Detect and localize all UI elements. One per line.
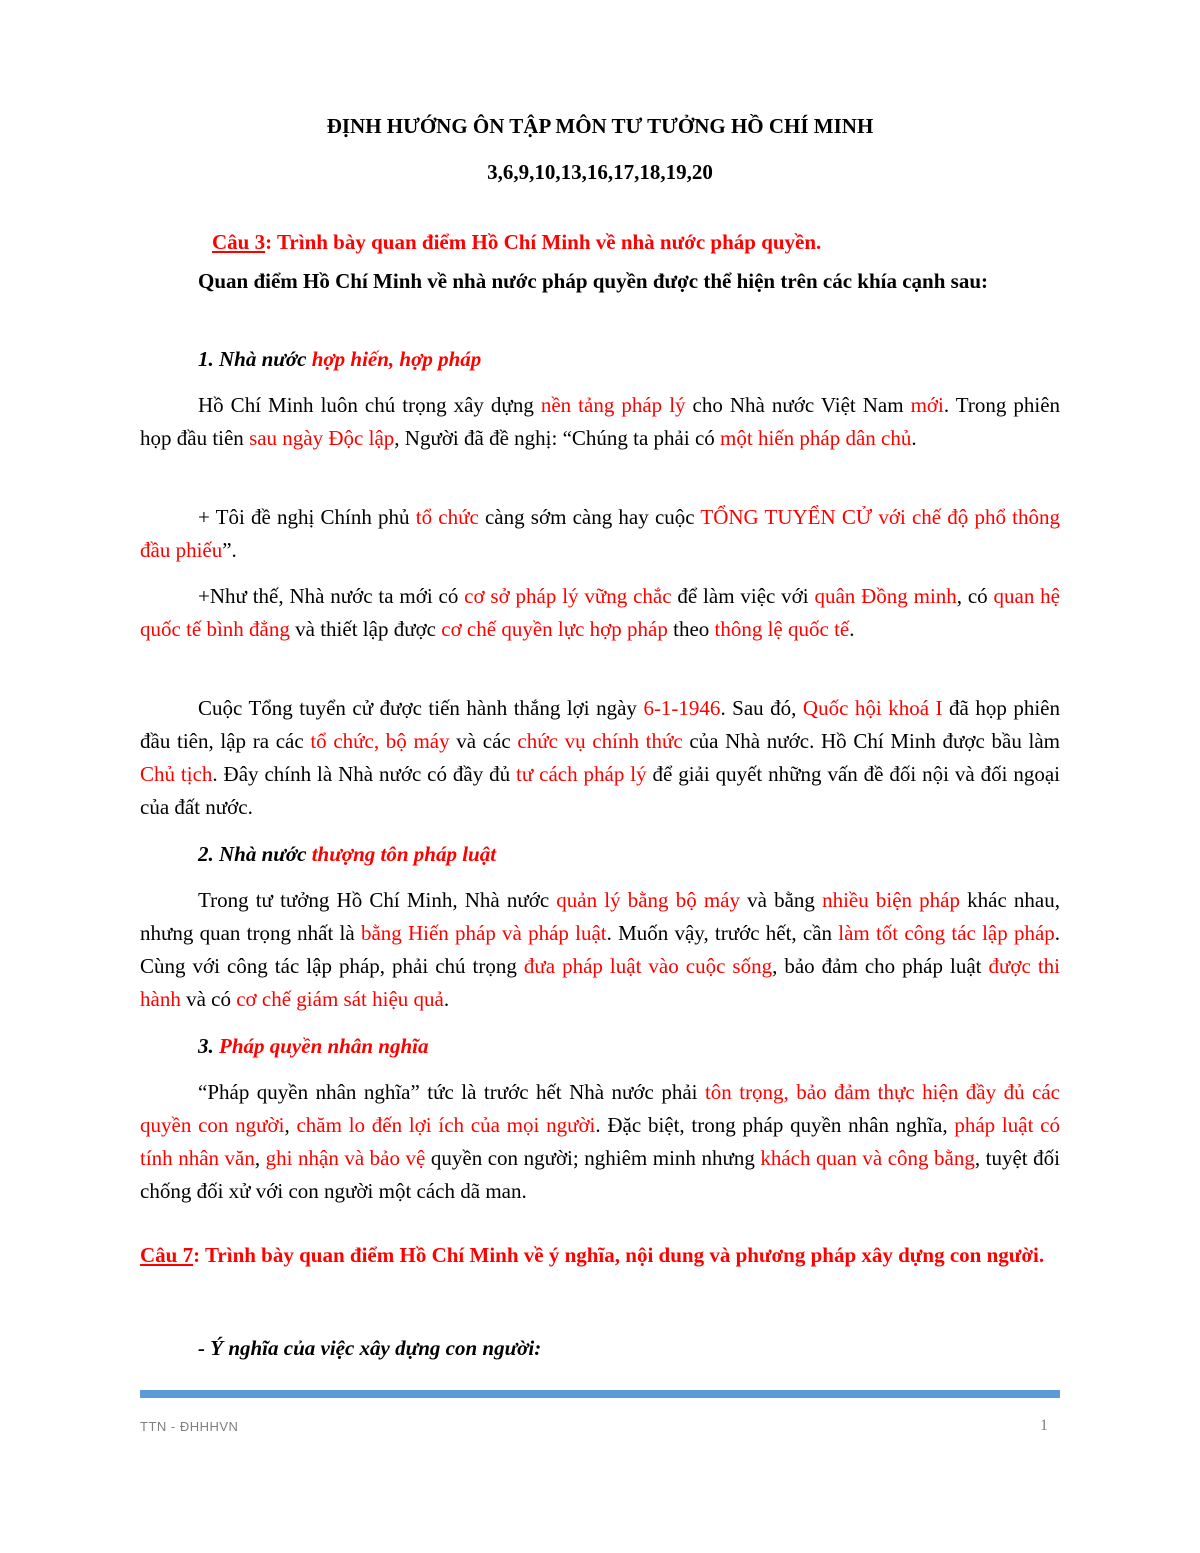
body-text: quyền con người; nghiêm minh nhưng: [425, 1146, 761, 1170]
page-number: 1: [1040, 1417, 1048, 1434]
emphasis-text: một hiến pháp dân chủ: [720, 426, 912, 450]
emphasis-text: quan hệ quốc tế bình đẳng: [140, 584, 1061, 641]
body-text: của Nhà nước. Hồ Chí Minh được bầu làm: [682, 729, 1060, 753]
question-7-title: : Trình bày quan điểm Hồ Chí Minh về ý nghĩa, nội dung và phương pháp xây dựng con người.: [193, 1243, 1045, 1267]
section-3-paragraph-1: [140, 1076, 1060, 1208]
emphasis-text: TỔNG TUYỂN CỬ với chế độ phổ thông đầu phiếu: [140, 505, 1061, 562]
emphasis-text: làm tốt công tác lập pháp: [838, 921, 1055, 945]
section-3-heading-prefix: 3.: [198, 1034, 219, 1058]
section-1-paragraph-4: [140, 692, 1060, 824]
body-text: “Pháp quyền nhân nghĩa” tức là trước hết Nhà nước phải: [198, 1080, 705, 1104]
emphasis-text: được thi hành: [140, 954, 1060, 1011]
emphasis-text: chức vụ chính thức: [517, 729, 683, 753]
emphasis-text: bằng Hiến pháp và pháp luật: [360, 921, 607, 945]
emphasis-text: cơ chế giám sát hiệu quả: [236, 987, 444, 1011]
question-7-subheading: - Ý nghĩa của việc xây dựng con người:: [198, 1336, 542, 1360]
emphasis-text: 6-1-1946: [643, 696, 721, 720]
body-text: và các: [449, 729, 518, 753]
emphasis-text: nền tảng pháp lý: [540, 393, 686, 417]
body-text: ,: [284, 1113, 297, 1137]
body-text: + Tôi đề nghị Chính phủ: [198, 505, 416, 529]
question-3-intro: Quan điểm Hồ Chí Minh về nhà nước pháp quyền được thể hiện trên các khía cạnh sau:: [198, 269, 989, 293]
emphasis-text: chăm lo đến lợi ích của mọi người: [296, 1113, 596, 1137]
emphasis-text: cơ sở pháp lý vững chắc: [464, 584, 672, 608]
section-1-paragraph-2: [140, 501, 1060, 567]
footer-rule: [140, 1390, 1060, 1398]
body-text: . Đặc biệt, trong pháp quyền nhân nghĩa,: [595, 1113, 955, 1137]
emphasis-text: tôn trọng, bảo đảm thực hiện đầy đủ các quyền con người: [140, 1080, 1060, 1137]
emphasis-text: tổ chức, bộ máy: [310, 729, 450, 753]
emphasis-text: quản lý bằng bộ máy: [556, 888, 740, 912]
body-text: . Trong phiên họp đầu tiên: [140, 393, 1061, 450]
emphasis-text: quân Đồng minh: [814, 584, 957, 608]
body-text: và có: [180, 987, 237, 1011]
emphasis-text: ghi nhận và bảo vệ: [265, 1146, 426, 1170]
emphasis-text: Quốc hội khoá I: [802, 696, 943, 720]
emphasis-text: khách quan và công bằng: [760, 1146, 975, 1170]
body-text: Hồ Chí Minh luôn chú trọng xây dựng: [198, 393, 541, 417]
emphasis-text: sau ngày Độc lập: [249, 426, 395, 450]
body-text: , bảo đảm cho pháp luật: [772, 954, 989, 978]
question-7-heading: [140, 1233, 1060, 1277]
document-title: ĐỊNH HƯỚNG ÔN TẬP MÔN TƯ TƯỞNG HỒ CHÍ MINH: [326, 114, 874, 138]
body-text: để làm việc với: [671, 584, 815, 608]
emphasis-text: nhiều biện pháp: [822, 888, 960, 912]
body-text: cho Nhà nước Việt Nam: [685, 393, 911, 417]
section-1-heading: [140, 343, 1060, 376]
body-text: . Cùng với công tác lập pháp, phải chú trọng: [140, 921, 1061, 978]
body-text: ,: [254, 1146, 266, 1170]
emphasis-text: mới: [910, 393, 944, 417]
section-2-paragraph-1: [140, 884, 1060, 1016]
emphasis-text: cơ chế quyền lực hợp pháp: [441, 617, 668, 641]
section-1-paragraph-3: [140, 580, 1060, 646]
body-text: đã họp phiên đầu tiên, lập ra các: [140, 696, 1061, 753]
body-text: và bằng: [740, 888, 823, 912]
body-text: . Đây chính là Nhà nước có đầy đủ: [212, 762, 517, 786]
question-list: 3,6,9,10,13,16,17,18,19,20: [487, 160, 713, 184]
body-text: theo: [667, 617, 715, 641]
body-text: Trong tư tưởng Hồ Chí Minh, Nhà nước: [198, 888, 557, 912]
body-text: . Muốn vậy, trước hết, cần: [606, 921, 839, 945]
body-text: +Như thế, Nhà nước ta mới có: [198, 584, 465, 608]
body-text: , có: [956, 584, 994, 608]
emphasis-text: thông lệ quốc tế: [714, 617, 850, 641]
section-1-heading-prefix: 1. Nhà nước: [198, 347, 312, 371]
body-text: .: [911, 426, 917, 450]
footer-label: TTN - ĐHHHVN: [140, 1419, 239, 1434]
body-text: ”.: [222, 538, 237, 562]
body-text: khác nhau, nhưng quan trọng nhất là: [140, 888, 1060, 945]
body-text: .: [443, 987, 450, 1011]
emphasis-text: tư cách pháp lý: [516, 762, 647, 786]
body-text: càng sớm càng hay cuộc: [478, 505, 701, 529]
section-2-heading-prefix: 2. Nhà nước: [198, 842, 312, 866]
section-3-heading-emphasis: Pháp quyền nhân nghĩa: [219, 1034, 429, 1058]
question-7-label: Câu 7: [140, 1243, 194, 1267]
question-3-label: Câu 3: [212, 230, 266, 254]
emphasis-text: Chủ tịch: [140, 762, 213, 786]
body-text: , tuyệt đối chống đối xử với con người một cách dã man.: [140, 1146, 1060, 1203]
section-1-heading-emphasis: hợp hiến, hợp pháp: [311, 347, 482, 371]
section-3-heading: [140, 1030, 1060, 1063]
body-text: , Người đã đề nghị: “Chúng ta phải có: [394, 426, 721, 450]
emphasis-text: tổ chức: [415, 505, 479, 529]
emphasis-text: pháp luật có tính nhân văn: [140, 1113, 1060, 1170]
emphasis-text: đưa pháp luật vào cuộc sống: [523, 954, 773, 978]
body-text: . Sau đó,: [720, 696, 803, 720]
body-text: Cuộc Tổng tuyển cử được tiến hành thắng lợi ngày: [198, 696, 644, 720]
question-3-title: : Trình bày quan điểm Hồ Chí Minh về nhà nước pháp quyền.: [265, 230, 822, 254]
body-text: .: [849, 617, 855, 641]
question-3-heading: [140, 226, 1060, 259]
body-text: để giải quyết những vấn đề đối nội và đối ngoại của đất nước.: [140, 762, 1060, 819]
body-text: và thiết lập được: [289, 617, 442, 641]
section-1-paragraph-1: [140, 389, 1060, 455]
section-2-heading-emphasis: thượng tôn pháp luật: [311, 842, 497, 866]
section-2-heading: [140, 838, 1060, 871]
